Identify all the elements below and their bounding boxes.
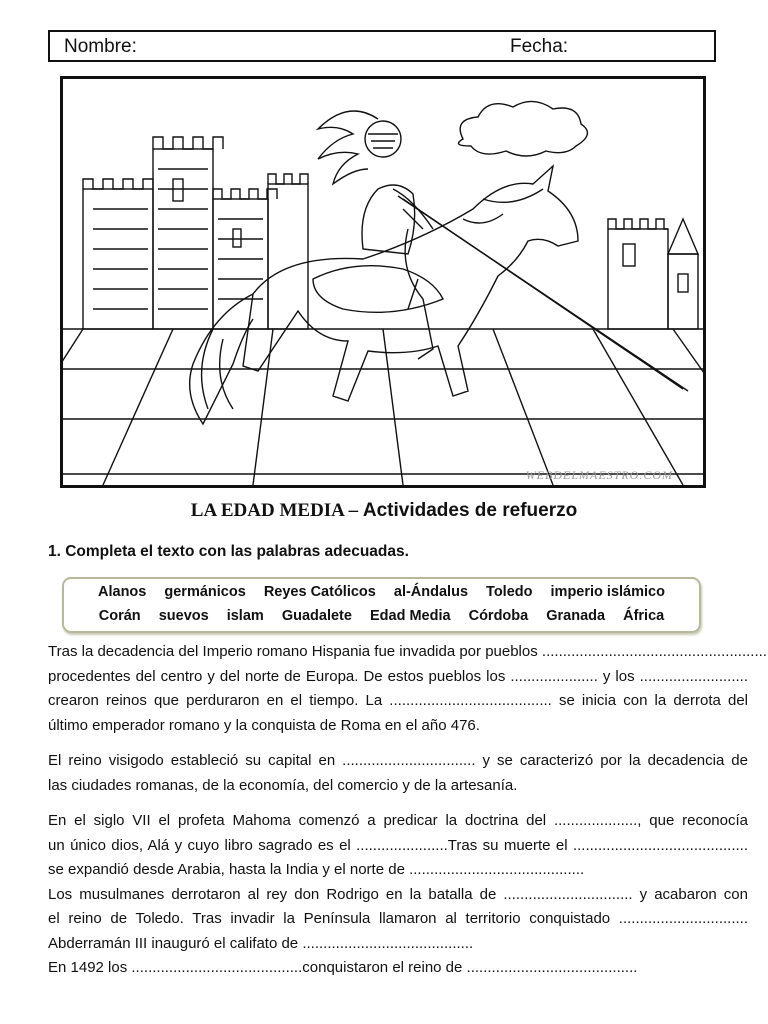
word-bank-row-1	[64, 584, 699, 600]
knight-drawing	[63, 79, 703, 485]
paragraph-3	[48, 809, 748, 981]
name-date-box	[48, 30, 716, 62]
knight-illustration	[60, 76, 706, 488]
title-part1: LA EDAD MEDIA	[190, 500, 344, 521]
text-line: En el siglo VII el profeta Mahoma comenzó a predicar la doctrina del ...................., que reconocía	[48, 812, 748, 829]
text-line: se expandió desde Arabia, hasta la India y el norte de ..........................................	[48, 861, 585, 878]
name-label: Nombre:	[64, 36, 137, 57]
word-bank-word: al-Ándalus	[393, 584, 469, 600]
word-bank-word: Granada	[546, 608, 606, 624]
word-bank-word: África	[623, 608, 665, 624]
word-bank-word: Reyes Católicos	[263, 584, 376, 600]
text-line: El reino visigodo estableció su capital en ................................ y se caracterizó por la decadencia de	[48, 752, 748, 769]
text-line: crearon reinos que perduraron en el tiempo. La ....................................... se inicia con la derrota del	[48, 692, 748, 709]
text-line: el reino de Toledo. Tras invadir la Península llamaron al territorio conquistado ...............................	[48, 910, 748, 927]
title-dash: –	[343, 500, 363, 521]
word-bank-row-2	[64, 608, 699, 624]
text-line: En 1492 los .........................................conquistaron el reino de .........................................	[48, 959, 638, 976]
text-line: último emperador romano y la conquista de Roma en el año 476.	[48, 716, 480, 734]
date-label: Fecha:	[510, 36, 569, 57]
word-bank-word: imperio islámico	[550, 584, 665, 600]
page-title	[0, 500, 768, 522]
word-bank-word: Guadalete	[281, 608, 352, 624]
title-part2: Actividades de refuerzo	[362, 500, 578, 521]
word-bank-word: Corán	[98, 608, 141, 624]
text-line: las ciudades romanas, de la economía, del comercio y de la artesanía.	[48, 776, 518, 794]
word-bank-word: suevos	[158, 608, 209, 624]
watermark: WEBDELMAESTRO.COM	[525, 468, 673, 482]
word-bank-word: islam	[226, 608, 264, 624]
word-bank-word: Toledo	[486, 584, 533, 600]
word-bank-word: Edad Media	[369, 608, 451, 624]
word-bank	[62, 577, 701, 633]
paragraph-2	[48, 749, 748, 798]
paragraph-1	[48, 640, 767, 738]
word-bank-word: Córdoba	[468, 608, 529, 624]
text-line: procedentes del centro y del norte de Europa. De estos pueblos los ..................... y los ..........................	[48, 667, 748, 685]
text-line: un único dios, Alá y cuyo libro sagrado es el ......................Tras su muerte el ..........................................	[48, 836, 748, 854]
word-bank-word: germánicos	[164, 584, 246, 600]
word-bank-word: Alanos	[98, 584, 147, 600]
text-line: Los musulmanes derrotaron al rey don Rodrigo en la batalla de ............................... y acabaron con	[48, 885, 748, 903]
text-line: Abderramán III inauguró el califato de .........................................	[48, 934, 474, 952]
text-line: Tras la decadencia del Imperio romano Hispania fue invadida por pueblos ......................................................	[48, 643, 767, 660]
question-1: 1. Completa el texto con las palabras adecuadas.	[48, 543, 409, 560]
